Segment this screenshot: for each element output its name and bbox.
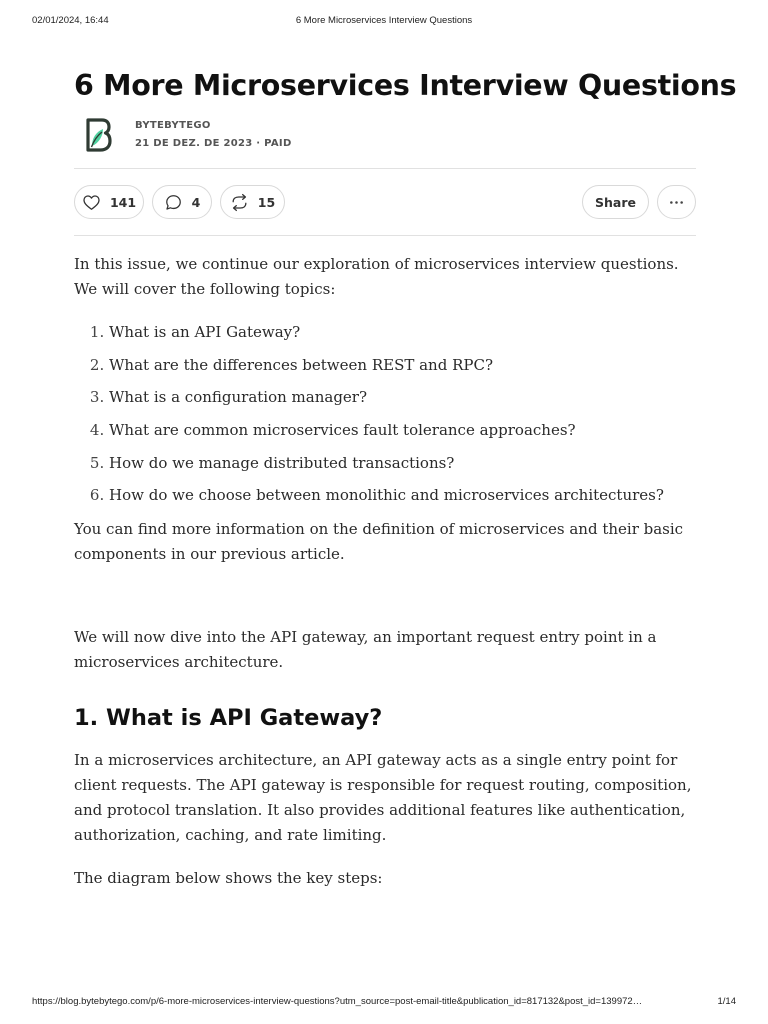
dive-paragraph: We will now dive into the API gateway, an important request entry point in a microservices architecture. (74, 628, 657, 672)
post-date-meta: 21 DE DEZ. DE 2023 ∙ PAID (135, 138, 292, 149)
post-actions-bar (74, 169, 696, 235)
find-more-paragraph: You can find more information on the definition of microservices and their basic components in our previous article. (74, 520, 684, 564)
article (74, 66, 737, 891)
list-item: 5. How do we manage distributed transactions? (109, 451, 696, 476)
print-doc-title: 6 More Microservices Interview Questions (295, 15, 473, 26)
print-date: 02/01/2024, 16:44 (32, 15, 109, 26)
byline (74, 116, 696, 168)
api-gateway-paragraph: In a microservices architecture, an API gateway acts as a single entry point for client requests. The API gateway is responsible for request routing, composition, and protocol translation. It also provides additional features like authentication, authorization, caching, and rate limiting. (74, 751, 692, 845)
bytebytego-logo-icon[interactable] (82, 118, 112, 152)
more-options-button[interactable] (657, 185, 696, 219)
share-button[interactable]: Share (582, 185, 649, 219)
more-icon (667, 193, 686, 212)
article-body (74, 252, 696, 891)
print-url: https://blog.bytebytego.com/p/6-more-microservices-interview-questions?utm_source=post-email-title&publication_id=817132&post_id=139972… (32, 996, 643, 1007)
page-number: 1/14 (717, 996, 736, 1007)
heart-icon (82, 193, 101, 212)
list-item: 3. What is a configuration manager? (109, 385, 696, 410)
print-header (0, 15, 768, 29)
restack-count: 15 (257, 194, 276, 210)
like-button[interactable] (74, 185, 144, 219)
like-count: 141 (109, 194, 137, 210)
intro-paragraph: In this issue, we continue our exploration of microservices interview questions. We will cover the following topics: (74, 255, 679, 298)
list-item: 6. How do we choose between monolithic and microservices architectures? (109, 483, 696, 508)
list-item: 2. What are the differences between REST and RPC? (109, 353, 696, 378)
restack-button[interactable] (220, 185, 285, 219)
topics-list (74, 320, 696, 508)
author-name[interactable]: BYTEBYTEGO (135, 120, 211, 131)
list-item: 4. What are common microservices fault tolerance approaches? (109, 418, 696, 443)
print-footer (0, 996, 768, 1010)
comment-icon (164, 193, 183, 212)
divider-bottom (74, 235, 696, 236)
comment-count: 4 (191, 194, 201, 210)
restack-icon (230, 193, 249, 212)
list-item: 1. What is an API Gateway? (109, 320, 696, 345)
diagram-intro-paragraph: The diagram below shows the key steps: (74, 869, 383, 888)
section-heading-api-gateway: 1. What is API Gateway? (74, 705, 383, 732)
page-title: 6 More Microservices Interview Questions (74, 69, 737, 102)
comment-button[interactable] (152, 185, 212, 219)
